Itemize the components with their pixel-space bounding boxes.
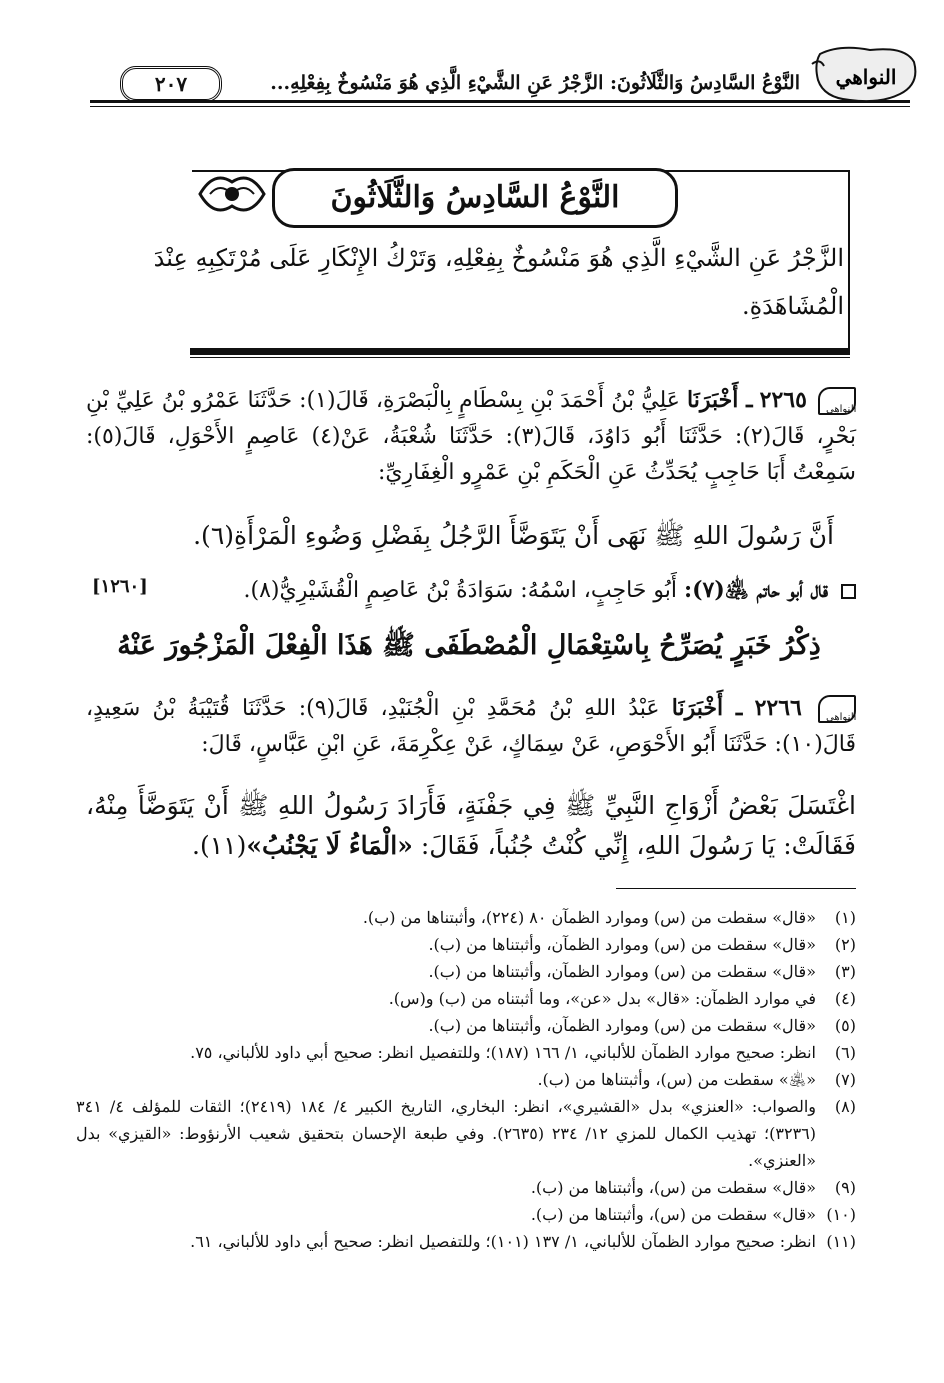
footnote: (٩) «قال» سقطت من (س)، وأثبتناها من (ب). bbox=[530, 1178, 856, 1197]
running-header-title: النَّوْعُ السَّادِسُ وَالثَّلَاثُونَ: الزَّجْرُ عَنِ الشَّيْءِ الَّذِي هُوَ مَنْسُوخٌ بِفِعْلِهِ... bbox=[270, 72, 800, 94]
comment-text: أَبُو حَاجِبٍ، اسْمُهُ: سَوَادَةُ بْنُ عَاصِمٍ الْقُشَيْرِيُّ(٨). bbox=[243, 578, 677, 603]
book-logo-icon bbox=[810, 44, 920, 108]
section-heading: ذِكْرُ خَبَرٍ يُصَرِّحُ بِاسْتِعْمَالِ الْمُصْطَفَى ﷺ هَذَا الْفِعْلَ الْمَزْجُورَ عَنْهُ bbox=[117, 630, 821, 661]
hadith-mark-icon: النواهي bbox=[818, 695, 856, 723]
footnote: (٥) «قال» سقطت من (س) وموارد الظمآن، وأثبتناها من (ب). bbox=[428, 1016, 856, 1035]
footnote: (٢) «قال» سقطت من (س) وموارد الظمآن، وأثبتناها من (ب). bbox=[428, 935, 856, 954]
hadith-mark-icon: النواهي bbox=[818, 387, 856, 415]
isnad: عَبْدُ اللهِ بْنُ مُحَمَّدِ بْنِ الْجُنَيْدِ، قَالَ(٩): حَدَّثَنَا قُتَيْبَةُ بْنُ سَعِيدٍ، قَالَ(١٠): حَدَّثَنَا أَبُو الأَحْوَصِ، عَنْ سِمَاكٍ، عَنْ عِكْرِمَةَ، عَنِ ابْنِ عَبَّاسٍ، قَالَ: bbox=[86, 696, 856, 757]
hadith-number: ٢٢٦٦ bbox=[754, 695, 802, 721]
matn-text: اغْتَسَلَ بَعْضُ أَزْوَاجِ النَّبِيِّ ﷺ فِي جَفْنَةٍ، فَأَرَادَ رَسُولُ اللهِ ﷺ أَنْ يَتَوَضَّأَ مِنْهُ، فَقَالَتْ: يَا رَسُولَ اللهِ، إِنِّي كُنْتُ جُنُباً، فَقَالَ: bbox=[86, 791, 856, 860]
square-bullet-icon bbox=[841, 584, 856, 599]
chapter-rule-thin bbox=[190, 357, 850, 358]
svg-text:النواهي: النواهي bbox=[835, 65, 897, 89]
header-rule bbox=[90, 100, 910, 103]
footnote: (١١) انظر: صحيح موارد الظمآن للألباني، ١/ ١٣٧ (١٠١)؛ وللتفصيل انظر: صحيح أبي داود للألباني، ٦١. bbox=[190, 1232, 856, 1251]
chapter-subtitle: الزَّجْرُ عَنِ الشَّيْءِ الَّذِي هُوَ مَنْسُوخٌ بِفِعْلِهِ، وَتَرْكُ الإِنْكَارِ عَلَى مُرْتَكِبِهِ عِنْدَ الْمُشَاهَدَةِ. bbox=[153, 244, 844, 320]
page-number: ٢٠٧ bbox=[120, 66, 222, 102]
footnote: (٨) والصواب: «العنزي» بدل «القشيري»، انظر: البخاري، التاريخ الكبير ٤/ ١٨٤ (٢٤١٩)؛ الثقات للمؤلف ٤/ ٣٤١ (٣٢٣٦)؛ تهذيب الكمال للمزي ١٢/ ٢٣٤ (٢٦٣٥). وفي طبعة الإحسان بتحقيق شعيب الأرنؤوط: «القيزي» بدل «العنزي». bbox=[76, 1097, 856, 1170]
footnote: (١٠) «قال» سقطت من (س)، وأثبتناها من (ب). bbox=[530, 1205, 856, 1224]
hadith-2265-comment bbox=[216, 572, 856, 609]
footnote: (٦) انظر: صحيح موارد الظمآن للألباني، ١/ ١٦٦ (١٨٧)؛ وللتفصيل انظر: صحيح أبي داود للألباني، ٧٥. bbox=[190, 1043, 856, 1062]
comment-label: قال أبو حاتم ﵁(٧): bbox=[683, 577, 828, 603]
hadith-2266: النواهي ٢٢٦٦ ـ أَخْبَرَنَا عَبْدُ اللهِ بْنُ مُحَمَّدِ بْنِ الْجُنَيْدِ، قَالَ(٩): حَدَّثَنَا قُتَيْبَةُ بْنُ سَعِيدٍ، قَالَ(١٠): حَدَّثَنَا أَبُو الأَحْوَصِ، عَنْ سِمَاكٍ، عَنْ عِكْرِمَةَ، عَنِ ابْنِ عَبَّاسٍ، قَالَ: bbox=[86, 695, 857, 757]
matn-prophetic-saying: «الْمَاءُ لَا يَجْنُبُ» bbox=[246, 831, 413, 860]
footnote: (٤) في موارد الظمآن: «قال» بدل «عن»، وما أثبتناه من (ب) و(س). bbox=[388, 989, 856, 1008]
hadith-2265: النواهي ٢٢٦٥ ـ أَخْبَرَنَا عَلِيُّ بْنُ أَحْمَدَ بْنِ بِسْطَامٍ بِالْبَصْرَةِ، قَالَ(١): حَدَّثَنَا عَمْرُو بْنُ عَلِيِّ بْنِ بَحْرٍ، قَالَ(٢): حَدَّثَنَا أَبُو دَاوُدَ، قَالَ(٣): حَدَّثَنَا شُعْبَةُ، عَنْ(٤) عَاصِمٍ الأَحْوَلِ، قَالَ(٥): سَمِعْتُ أَبَا حَاجِبٍ يُحَدِّثُ عَنِ الْحَكَمِ بْنِ عَمْرٍو الْغِفَارِيِّ: bbox=[86, 387, 857, 485]
footnote: (٣) «قال» سقطت من (س) وموارد الظمآن، وأثبتناها من (ب). bbox=[428, 962, 856, 981]
isnad: عَلِيُّ بْنُ أَحْمَدَ بْنِ بِسْطَامٍ بِالْبَصْرَةِ، قَالَ(١): حَدَّثَنَا عَمْرُو بْنُ عَلِيِّ بْنِ بَحْرٍ، قَالَ(٢): حَدَّثَنَا أَبُو دَاوُدَ، قَالَ(٣): حَدَّثَنَا شُعْبَةُ، عَنْ(٤) عَاصِمٍ الأَحْوَلِ، قَالَ(٥): سَمِعْتُ أَبَا حَاجِبٍ يُحَدِّثُ عَنِ الْحَكَمِ بْنِ عَمْرٍو الْغِفَارِيِّ: bbox=[86, 388, 857, 485]
hadith-2265-matn: أَنَّ رَسُولَ اللهِ ﷺ نَهَى أَنْ يَتَوَضَّأَ الرَّجُلُ بِفَضْلِ وَضُوءِ الْمَرْأَةِ(٦). bbox=[193, 521, 834, 550]
akhbarana: أَخْبَرَنَا bbox=[671, 695, 724, 721]
chapter-rule bbox=[190, 348, 850, 355]
footnote: (٧) «﵁» سقطت من (س)، وأثبتناها من (ب). bbox=[537, 1070, 856, 1089]
ornament-icon bbox=[196, 164, 268, 224]
footnotes bbox=[76, 904, 856, 1255]
hadith-reference: [١٢٦٠] bbox=[92, 576, 148, 597]
matn-end: (١١). bbox=[192, 831, 247, 860]
akhbarana: أَخْبَرَنَا bbox=[687, 387, 739, 413]
page-header bbox=[90, 44, 920, 106]
chapter-title: النَّوْعُ السَّادِسُ وَالثَّلَاثُونَ bbox=[272, 168, 678, 228]
footnote: (١) «قال» سقطت من (س) وموارد الظمآن ٨٠ (٢٢٤)، وأثبتناها من (ب). bbox=[362, 908, 856, 927]
footnote-separator bbox=[616, 888, 856, 889]
hadith-number: ٢٢٦٥ bbox=[759, 387, 807, 413]
hadith-2266-matn bbox=[86, 786, 856, 866]
header-rule-thin bbox=[90, 106, 910, 107]
